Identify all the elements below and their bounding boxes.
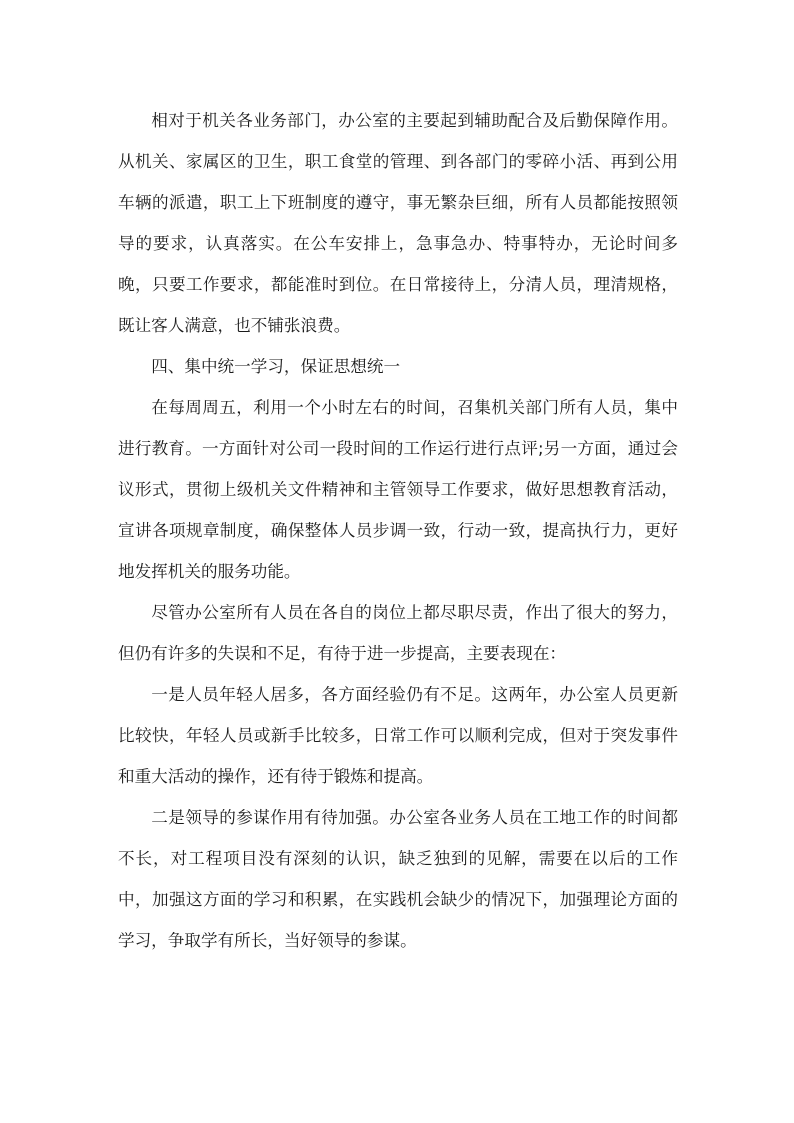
- paragraph-shortcoming-two: 二是领导的参谋作用有待加强。办公室各业务人员在工地工作的时间都不长，对工程项目没有深刻的认识，缺乏独到的见解，需要在以后的工作中，加强这方面的学习和积累，在实践机会缺少的情况下，加强理论方面的学习，争取学有所长，当好领导的参谋。: [118, 808, 678, 950]
- paragraph-shortcomings-intro: 尽管办公室所有人员在各自的岗位上都尽职尽责，作出了很大的努力，但仍有许多的失误和不足，有待于进一步提高，主要表现在：: [118, 603, 678, 663]
- section-heading-unified-study: 四、集中统一学习，保证思想统一: [151, 357, 401, 376]
- paragraph-weekly-education: 在每周周五，利用一个小时左右的时间，召集机关部门所有人员，集中进行教育。一方面针对公司一段时间的工作运行进行点评;另一方面，通过会议形式，贯彻上级机关文件精神和主管领导工作要求，做好思想教育活动，宣讲各项规章制度，确保整体人员步调一致，行动一致，提高执行力，更好地发挥机关的服务功能。: [118, 398, 678, 581]
- document-body: [118, 100, 678, 961]
- paragraph-office-support-role: 相对于机关各业务部门，办公室的主要起到辅助配合及后勤保障作用。从机关、家属区的卫生，职工食堂的管理、到各部门的零碎小活、再到公用车辆的派遣，职工上下班制度的遵守，事无繁杂巨细，所有人员都能按照领导的要求，认真落实。在公车安排上，急事急办、特事特办，无论时间多晚，只要工作要求，都能准时到位。在日常接待上，分清人员，理清规格，既让客人满意，也不铺张浪费。: [118, 111, 678, 335]
- paragraph-shortcoming-one: 一是人员年轻人居多，各方面经验仍有不足。这两年，办公室人员更新比较快，年轻人员或新手比较多，日常工作可以顺利完成，但对于突发事件和重大活动的操作，还有待于锻炼和提高。: [118, 685, 678, 786]
